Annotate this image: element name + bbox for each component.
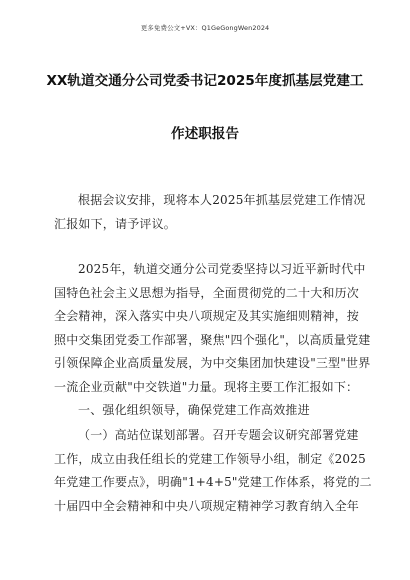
header-note: 更多免费公文+VX：Q1GeGongWen2024	[140, 24, 270, 32]
section-1-heading: 一、强化组织领导，确保党建工作高效推进	[78, 403, 310, 417]
document-title-line-2: 作述职报告	[171, 126, 239, 142]
intro-line: 根据会议安排，现将本人2025年抓基层党建工作情况	[78, 193, 366, 207]
section-1-line: （一）高站位谋划部署。召开专题会议研究部署党建	[78, 428, 359, 442]
intro-paragraph	[54, 189, 366, 236]
summary-line: 引领保障企业高质量发展，为中交集团加快建设"三型"世界	[54, 356, 371, 371]
section-1-line: 年党建工作要点》，明确"1+4+5"党建工作体系，将党的二	[54, 475, 372, 490]
section-1-line: 十届四中全会精神和中央八项规定精神学习教育纳入全年	[54, 498, 360, 513]
summary-line: 照中交集团党委工作部署，聚焦"四个强化"，以高质量党建	[54, 332, 371, 347]
intro-line: 汇报如下，请予评议。	[54, 216, 177, 231]
summary-line: 2025年，轨道交通分公司党委坚持以习近平新时代中	[78, 262, 366, 276]
section-1-paragraph	[54, 424, 372, 518]
summary-line: 国特色社会主义思想为指导，全面贯彻党的二十大和历次	[54, 285, 360, 300]
summary-line: 一流企业贡献"中交铁道"力量。现将主要工作汇报如下：	[54, 379, 359, 394]
document-title-line-1: XX轨道交通分公司党委书记2025年度抓基层党建工	[46, 73, 364, 89]
summary-line: 全会精神，深入落实中央八项规定及其实施细则精神，按	[54, 309, 360, 324]
section-1-line: 工作，成立由我任组长的党建工作领导小组，制定《2025	[54, 451, 366, 466]
summary-paragraph	[54, 258, 371, 400]
section-1-heading-block	[54, 399, 358, 423]
